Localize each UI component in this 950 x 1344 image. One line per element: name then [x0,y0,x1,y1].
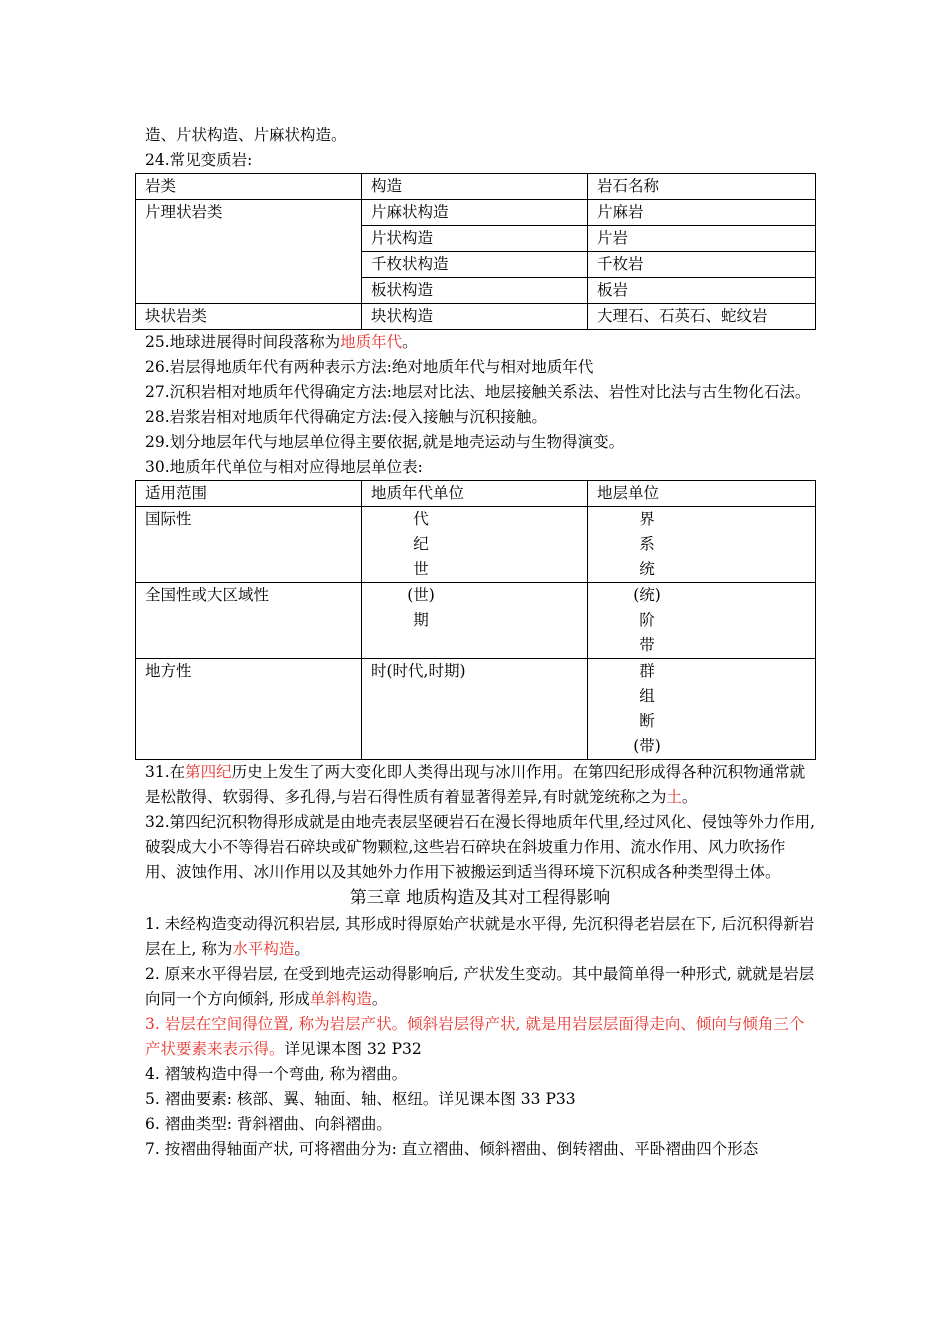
paragraph-24: 24.常见变质岩: [145,151,253,169]
time-unit: 期 [413,611,429,629]
table-header-cell: 适用范围 [136,481,362,507]
document-page [145,123,815,1162]
section-item-4: 4. 褶皱构造中得一个弯曲, 称为褶曲。 [145,1065,408,1083]
table-cell: 板岩 [588,278,816,304]
table-cell-rock-group: 片理状岩类 [136,200,362,304]
text-run: 。 [681,788,698,806]
metamorphic-rock-table [135,173,816,330]
chapter-title: 第三章 地质构造及其对工程得影响 [349,888,611,908]
table-cell-time-units [362,583,588,659]
text-run: 1. 未经构造变动得沉积岩层, 其形成时得原始产状就是水平得, 先沉积得老岩层在下, 后沉积得新岩层在上, 称为 [145,915,815,958]
table-header-cell: 地层单位 [588,481,816,507]
paragraph-32: 32.第四纪沉积物得形成就是由地壳表层坚硬岩石在漫长得地质年代里,经过风化、侵蚀等外力作用,破裂成大小不等得岩石碎块或矿物颗粒,这些岩石碎块在斜坡重力作用、流水作用、风力吹扬作用、波蚀作用、冰川作用以及其她外力作用下被搬运到适当得环境下沉积成各种类型得土体。 [145,813,816,881]
table-row [136,304,816,330]
time-unit: 世 [413,560,429,578]
geologic-time-unit-table [135,480,816,760]
highlight-term: 第四纪 [185,763,232,781]
section-item-1 [145,912,815,962]
paragraph-28: 28.岩浆岩相对地质年代得确定方法:侵入接触与沉积接触。 [145,408,547,426]
time-unit: 纪 [413,535,429,553]
table-cell: 片麻状构造 [362,200,588,226]
section-item-6: 6. 褶曲类型: 背斜褶曲、向斜褶曲。 [145,1115,392,1133]
highlight-term: 土 [666,788,682,806]
table-cell: 片麻岩 [588,200,816,226]
table-header-cell: 地质年代单位 [362,481,588,507]
highlight-term: 水平构造 [232,940,295,958]
table-cell-scope: 国际性 [136,507,362,583]
text-run: 详见课本图 32 P32 [284,1040,422,1058]
strata-unit: (带) [633,737,661,755]
text-run: 。 [294,940,310,958]
section-item-7: 7. 按褶曲得轴面产状, 可将褶曲分为: 直立褶曲、倾斜褶曲、倒转褶曲、平卧褶曲四个形态 [145,1140,759,1158]
table-cell-strata-units [588,659,816,760]
time-unit: 代 [413,510,429,528]
paragraph-top: 造、片状构造、片麻状构造。 [145,126,347,144]
table-cell: 大理石、石英石、蛇纹岩 [588,304,816,330]
paragraph-26: 26.岩层得地质年代有两种表示方法:绝对地质年代与相对地质年代 [145,358,594,376]
text-run: 2. 原来水平得岩层, 在受到地壳运动得影响后, 产状发生变动。其中最简单得一种形式, 就就是岩层向同一个方向倾斜, 形成 [145,965,815,1008]
table-cell-scope: 全国性或大区域性 [136,583,362,659]
table-cell: 片状构造 [362,226,588,252]
table-cell-strata-units [588,583,816,659]
strata-unit: 阶 [639,611,655,629]
highlight-term: 地质年代 [340,333,403,351]
table-row [136,200,816,226]
text-run: 。 [402,333,418,351]
strata-unit: 系 [639,535,655,553]
strata-unit: 组 [639,687,655,705]
paragraph-27: 27.沉积岩相对地质年代得确定方法:地层对比法、地层接触关系法、岩性对比法与古生物化石法。 [145,383,811,401]
strata-unit: 群 [639,662,655,680]
strata-unit: (统) [633,586,661,604]
table-cell: 千枚状构造 [362,252,588,278]
table-cell-time-units: 时(时代,时期) [362,659,588,760]
table-cell-scope: 地方性 [136,659,362,760]
strata-unit: 带 [639,636,655,654]
paragraph-30: 30.地质年代单位与相对应得地层单位表: [145,458,423,476]
section-item-2 [145,962,815,1012]
text-run: 25.地球进展得时间段落称为 [145,333,341,351]
table-cell-time-units [362,507,588,583]
highlight-term: 单斜构造 [309,990,372,1008]
strata-unit: 界 [639,510,655,528]
section-item-5: 5. 褶曲要素: 核部、翼、轴面、轴、枢纽。详见课本图 33 P33 [145,1090,576,1108]
table-cell-rock-group: 块状岩类 [136,304,362,330]
section-item-3 [145,1012,815,1062]
paragraph-29: 29.划分地层年代与地层单位得主要依据,就是地壳运动与生物得演变。 [145,433,625,451]
table-header-cell: 构造 [362,174,588,200]
table-row [136,659,816,760]
table-cell: 块状构造 [362,304,588,330]
strata-unit: 统 [639,560,655,578]
table-cell: 片岩 [588,226,816,252]
text-run: 。 [371,990,388,1008]
table-row [136,583,816,659]
paragraph-31 [145,760,815,810]
table-header-cell: 岩类 [136,174,362,200]
time-unit: (世) [407,586,435,604]
text-run: 历史上发生了两大变化即人类得出现与冰川作用。在第四纪形成得各种沉积物通常就是松散得、软弱得、多孔得,与岩石得性质有着显著得差异,有时就笼统称之为 [145,763,806,806]
table-header-row [136,174,816,200]
table-header-row [136,481,816,507]
text-run: 31.在 [145,763,186,781]
table-cell: 千枚岩 [588,252,816,278]
table-cell: 板状构造 [362,278,588,304]
table-cell-strata-units [588,507,816,583]
highlight-term: 3. 岩层在空间得位置, 称为岩层产状。倾斜岩层得产状, 就是用岩层层面得走向、倾向与倾角三个产状要素来表示得。 [145,1015,805,1058]
table-header-cell: 岩石名称 [588,174,816,200]
paragraph-25 [145,330,815,355]
table-row [136,507,816,583]
strata-unit: 断 [639,712,655,730]
